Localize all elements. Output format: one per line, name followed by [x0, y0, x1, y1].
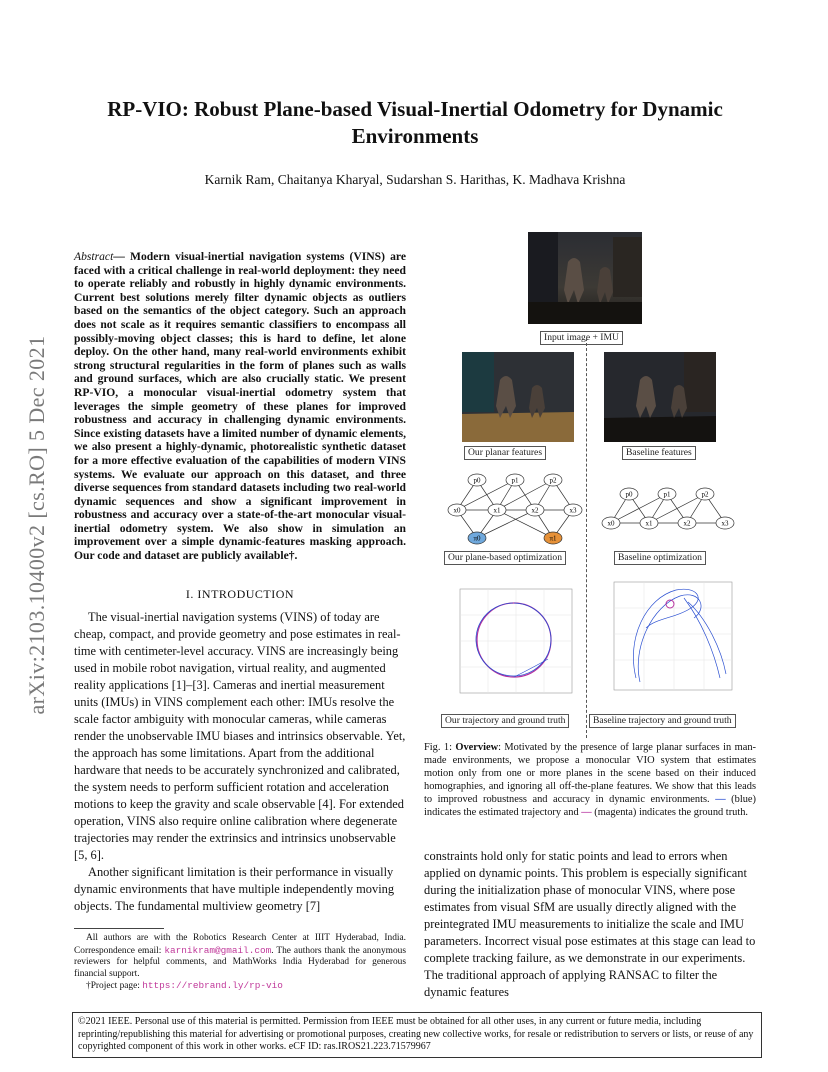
- copyright-notice: ©2021 IEEE. Personal use of this material is permitted. Permission from IEEE must be obtained for all other uses, in any current or future media, including reprinting/republishing this material for advertising or promotional purposes, creating new collective works, for resale or redistribution to servers or lists, or reuse of any copyrighted component of this work in other works. eCF ID: ras.IROS21.223.71579967: [72, 1012, 762, 1058]
- planar-features-label: Our planar features: [464, 446, 546, 460]
- section-heading: I. INTRODUCTION: [185, 587, 295, 601]
- email-link[interactable]: karnikram@gmail.com: [164, 944, 272, 956]
- figure-caption: Fig. 1: Overview: Motivated by the presence of large planar surfaces in man-made environments, we propose a monocular VIO system that estimates motion only from one or more planes in the scene based on their induced homographies, and ignoring all off-the-plane features. We show that this leads to improved robustness and accuracy in dynamic environments. — (blue) indicates the estimated trajectory and — (magenta) indicates the ground truth.: [424, 742, 756, 818]
- baseline-node-x2: [678, 517, 696, 529]
- footnote-project: †Project page: https://rebrand.ly/rp-vio: [86, 980, 283, 991]
- svg-text:x3: x3: [569, 506, 577, 515]
- node-p0: [468, 474, 486, 486]
- baseline-optimization-label: Baseline optimization: [614, 551, 706, 565]
- svg-text:π0: π0: [473, 534, 481, 543]
- baseline-node-x0: [602, 517, 620, 529]
- node-p2: [544, 474, 562, 486]
- estimate-legend-dash: —: [715, 794, 726, 805]
- baseline-factor-graph: [598, 480, 738, 536]
- node-pi1: [544, 532, 562, 544]
- intro-column: [74, 609, 406, 915]
- baseline-node-x3: [716, 517, 734, 529]
- node-x2: [526, 504, 544, 516]
- svg-text:x1: x1: [493, 506, 501, 515]
- svg-text:x3: x3: [721, 519, 729, 528]
- right-column-body: constraints hold only for static points and lead to errors when applied on dynamic points. This problem is especially significant during the initialization phase of monocular VINS, where pose estimates from visual SfM are usually directly aligned with the preintegrated IMU measurements to initialize the scale and IMU parameters. Incorrect visual pose estimates at this stage can lead to complete tracking failure, as we demonstrate in our experiments. The traditional approach of applying RANSAC to filter the dynamic features: [424, 849, 756, 999]
- our-trajectory-plot: [448, 585, 576, 707]
- svg-text:x0: x0: [607, 519, 615, 528]
- baseline-features-image: [604, 352, 716, 442]
- svg-text:x0: x0: [453, 506, 461, 515]
- svg-text:p2: p2: [701, 490, 709, 499]
- svg-text:p1: p1: [511, 476, 519, 485]
- intro-paragraph-2: Another significant limitation is their performance in visually dynamic environments that have multiple independently moving objects. The fundamental multiview geometry [7]: [74, 865, 395, 913]
- baseline-node-p1: [658, 488, 676, 500]
- project-link[interactable]: https://rebrand.ly/rp-vio: [142, 980, 283, 991]
- arxiv-side-label: arXiv:2103.10400v2 [cs.RO] 5 Dec 2021: [24, 335, 49, 715]
- ground-truth-legend-dash: —: [581, 807, 592, 818]
- footnotes: [74, 933, 406, 993]
- paper-title: RP-VIO: Robust Plane-based Visual-Inertial Odometry for Dynamic Environments: [107, 97, 723, 148]
- svg-text:p0: p0: [473, 476, 481, 485]
- planar-features-image: [462, 352, 574, 442]
- svg-text:x1: x1: [645, 519, 653, 528]
- node-x0: [448, 504, 466, 516]
- svg-text:x2: x2: [531, 506, 539, 515]
- abstract-label: Abstract: [74, 250, 114, 263]
- our-trajectory-label: Our trajectory and ground truth: [441, 714, 569, 728]
- baseline-trajectory-label: Baseline trajectory and ground truth: [589, 714, 736, 728]
- node-p1: [506, 474, 524, 486]
- baseline-trajectory-plot: [596, 578, 738, 708]
- baseline-node-x1: [640, 517, 658, 529]
- footnote-affiliation: All authors are with the Robotics Research Center at IIIT Hyderabad, India. Correspondence email: karnikram@gmail.com. The authors thank the anonymous reviewers for helpful comments, and MathWorks India Hyderabad for generous financial support.: [74, 933, 406, 979]
- abstract-text: — Modern visual-inertial navigation systems (VINS) are faced with a critical challenge in real-world deployment: they need to operate reliably and robustly in highly dynamic environments. Current best solutions merely filter dynamic objects as outliers based on the semantics of the object category. Such an approach does not scale as it requires semantic classifiers to encompass all possibly-moving object classes; this is hard to define, let alone deploy. On the other hand, many real-world environments exhibit strong structural regularities in the form of planes such as walls and ground surfaces, which are also crucially static. We present RP-VIO, a monocular visual-inertial odometry system that leverages the simple geometry of these planes for improved robustness and accuracy in challenging dynamic environments. Since existing datasets have a limited number of dynamic elements, we also present a highly-dynamic, photorealistic synthetic dataset for a more effective evaluation of the capabilities of modern VINS systems. We evaluate our approach on this dataset, and three diverse sequences from standard datasets including two real-world dynamic sequences and show a significant improvement in robustness and accuracy over a state-of-the-art monocular visual-inertial odometry system. We also show in simulation an improvement over a simple dynamic-features masking approach. Our code and dataset are publicly available†.: [74, 250, 406, 563]
- input-label: Input image + IMU: [540, 331, 623, 345]
- baseline-node-p0: [620, 488, 638, 500]
- svg-text:x2: x2: [683, 519, 691, 528]
- our-factor-graph: [440, 468, 590, 550]
- our-optimization-label: Our plane-based optimization: [444, 551, 566, 565]
- svg-text:p2: p2: [549, 476, 557, 485]
- input-image: [528, 232, 642, 324]
- svg-text:p1: p1: [663, 490, 671, 499]
- baseline-node-p2: [696, 488, 714, 500]
- node-x1: [488, 504, 506, 516]
- intro-paragraph-1: The visual-inertial navigation systems (VINS) of today are cheap, compact, and provide geometry and pose estimates in real-time with centimeter-level accuracy. VINS are increasingly being used in mobile robot navigation, virtual reality, and augmented reality applications [1]–[3]. Cameras and inertial measurement units (IMUs) in VINS complement each other: IMUs resolve the scale factor ambiguity with monocular cameras, while cameras render the unobservable IMU biases and intrinsics observable. Yet, the approach has some limitations. Apart from the additional hardware that needs to be accurately synchronized and calibrated, the system needs to perform sufficient rotation and acceleration motions to keep the gravity and scale observable [4]. For extended operation, VINS also require online calibration where degenerate trajectories may render the extrinsics and intrinsics unobservable [5, 6].: [74, 610, 406, 862]
- svg-text:p0: p0: [625, 490, 633, 499]
- footnote-rule: [74, 928, 164, 929]
- author-list: Karnik Ram, Chaitanya Kharyal, Sudarshan S. Harithas, K. Madhava Krishna: [204, 172, 626, 187]
- node-x3: [564, 504, 582, 516]
- baseline-features-label: Baseline features: [622, 446, 696, 460]
- svg-text:π1: π1: [549, 534, 557, 543]
- abstract: [74, 250, 406, 563]
- node-pi0: [468, 532, 486, 544]
